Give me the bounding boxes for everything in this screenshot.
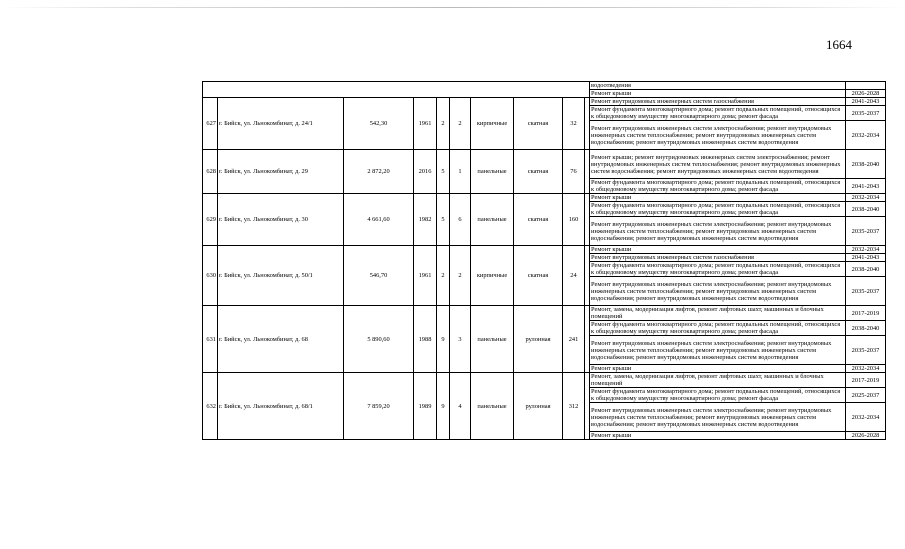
work-description: Ремонт фундамента многоквартирного дома; ремонт подвальных помещений, относящихся к общедомовому имуществу многоквартирного дома; ремонт фасада: [590, 262, 846, 277]
roof-type: рулонная: [514, 373, 563, 440]
work-period: 2038-2040: [846, 262, 886, 277]
floors-count: 2: [437, 246, 450, 306]
work-description: Ремонт внутридомовых инженерных систем газоснабжения: [590, 98, 846, 106]
residents-count: 160: [563, 194, 585, 246]
work-period: 2017-2019: [846, 373, 886, 388]
row-number: 630: [203, 246, 218, 306]
continuation-blank-cell: [203, 82, 590, 98]
work-period: 2032-2034: [846, 121, 886, 150]
residents-count: 24: [563, 246, 585, 306]
table-row: [203, 246, 886, 254]
work-description: Ремонт фундамента многоквартирного дома; ремонт подвальных помещений, относящихся к общедомовому имуществу многоквартирного дома; ремонт фасада: [590, 202, 846, 217]
total-area: 5 890,60: [344, 306, 414, 373]
wall-material: кирпичные: [471, 98, 514, 150]
floors-count: 9: [437, 373, 450, 440]
work-period: 2041-2043: [846, 98, 886, 106]
residents-count: 241: [563, 306, 585, 373]
residents-count: 312: [563, 373, 585, 440]
row-number: 629: [203, 194, 218, 246]
work-period: 2035-2037: [846, 106, 886, 121]
entrances-count: 2: [450, 98, 471, 150]
building-address: г. Бийск, ул. Льнокомбинат, д. 50/1: [218, 246, 344, 306]
work-description: Ремонт, замена, модернизация лифтов, ремонт лифтовых шахт, машинных и блочных помещений: [590, 306, 846, 321]
work-period: 2035-2037: [846, 336, 886, 365]
work-description: Ремонт крыши: [590, 365, 846, 373]
row-number: 627: [203, 98, 218, 150]
work-period: 2026-2028: [846, 432, 886, 440]
table-row: [203, 194, 886, 202]
total-area: 2 872,20: [344, 150, 414, 194]
work-description: Ремонт внутридомовых инженерных систем электроснабжения; ремонт внутридомовых инженерных систем теплоснабжения; ремонт внутридомовых инженерных систем водоснабжения; ремонт внутридомовых инженерных систем водоотведения: [590, 336, 846, 365]
work-period: 2032-2034: [846, 194, 886, 202]
year-built: 1988: [414, 306, 437, 373]
work-period: 2038-2040: [846, 321, 886, 336]
work-description: Ремонт крыши: [590, 432, 846, 440]
work-period: 2041-2043: [846, 254, 886, 262]
wall-material: панельные: [471, 306, 514, 373]
residents-count: 76: [563, 150, 585, 194]
year-built: 1989: [414, 373, 437, 440]
entrances-count: 6: [450, 194, 471, 246]
row-number: 631: [203, 306, 218, 373]
building-address: г. Бийск, ул. Льнокомбинат, д. 68: [218, 306, 344, 373]
work-description: Ремонт внутридомовых инженерных систем газоснабжения: [590, 254, 846, 262]
row-number: 628: [203, 150, 218, 194]
year-built: 2016: [414, 150, 437, 194]
entrances-count: 4: [450, 373, 471, 440]
building-address: г. Бийск, ул. Льнокомбинат, д. 24/1: [218, 98, 344, 150]
year-built: 1961: [414, 98, 437, 150]
wall-material: кирпичные: [471, 246, 514, 306]
wall-material: панельные: [471, 150, 514, 194]
roof-type: рулонная: [514, 306, 563, 373]
work-description: Ремонт крыши: [590, 90, 846, 98]
work-description: Ремонт крыши; ремонт внутридомовых инженерных систем электроснабжения; ремонт внутридомовых инженерных систем теплоснабжения; ремонт внутридомовых инженерных систем водоснабжения; ремонт внутридомовых инженерных систем водоотведения: [590, 150, 846, 179]
work-description: Ремонт внутридомовых инженерных систем электроснабжения; ремонт внутридомовых инженерных систем теплоснабжения; ремонт внутридомовых инженерных систем водоснабжения; ремонт внутридомовых инженерных систем водоотведения: [590, 277, 846, 306]
work-description: Ремонт внутридомовых инженерных систем электроснабжения; ремонт внутридомовых инженерных систем теплоснабжения; ремонт внутридомовых инженерных систем водоснабжения; ремонт внутридомовых инженерных систем водоотведения: [590, 403, 846, 432]
work-description: Ремонт фундамента многоквартирного дома; ремонт подвальных помещений, относящихся к общедомовому имуществу многоквартирного дома; ремонт фасада: [590, 106, 846, 121]
capital-repair-table: [202, 81, 886, 440]
building-address: г. Бийск, ул. Льнокомбинат, д. 68/1: [218, 373, 344, 440]
roof-type: скатная: [514, 246, 563, 306]
table-row: [203, 98, 886, 106]
wall-material: панельные: [471, 194, 514, 246]
roof-type: скатная: [514, 194, 563, 246]
roof-type: скатная: [514, 98, 563, 150]
work-description: Ремонт внутридомовых инженерных систем электроснабжения; ремонт внутридомовых инженерных систем теплоснабжения; ремонт внутридомовых инженерных систем водоснабжения; ремонт внутридомовых инженерных систем водоотведения: [590, 121, 846, 150]
building-address: г. Бийск, ул. Льнокомбинат, д. 30: [218, 194, 344, 246]
work-description: Ремонт, замена, модернизация лифтов, ремонт лифтовых шахт, машинных и блочных помещений: [590, 373, 846, 388]
work-description: водоотведения: [590, 82, 846, 90]
work-period: 2035-2037: [846, 217, 886, 246]
work-description: Ремонт внутридомовых инженерных систем электроснабжения; ремонт внутридомовых инженерных систем теплоснабжения; ремонт внутридомовых инженерных систем водоснабжения; ремонт внутридомовых инженерных систем водоотведения: [590, 217, 846, 246]
work-description: Ремонт фундамента многоквартирного дома; ремонт подвальных помещений, относящихся к общедомовому имуществу многоквартирного дома; ремонт фасада: [590, 388, 846, 403]
floors-count: 2: [437, 98, 450, 150]
table-row: [203, 150, 886, 179]
work-period: 2017-2019: [846, 306, 886, 321]
work-period: [846, 82, 886, 90]
floors-count: 9: [437, 306, 450, 373]
table-row: [203, 306, 886, 321]
entrances-count: 1: [450, 150, 471, 194]
work-period: 2038-2040: [846, 150, 886, 179]
building-address: г. Бийск, ул. Льнокомбинат, д. 29: [218, 150, 344, 194]
entrances-count: 2: [450, 246, 471, 306]
work-description: Ремонт фундамента многоквартирного дома; ремонт подвальных помещений, относящихся к общедомовому имуществу многоквартирного дома; ремонт фасада: [590, 179, 846, 194]
work-period: 2032-2034: [846, 403, 886, 432]
work-period: 2035-2037: [846, 277, 886, 306]
work-period: 2026-2028: [846, 90, 886, 98]
work-description: Ремонт фундамента многоквартирного дома; ремонт подвальных помещений, относящихся к общедомовому имуществу многоквартирного дома; ремонт фасада: [590, 321, 846, 336]
wall-material: панельные: [471, 373, 514, 440]
total-area: 546,70: [344, 246, 414, 306]
work-period: 2041-2043: [846, 179, 886, 194]
total-area: 542,30: [344, 98, 414, 150]
year-built: 1982: [414, 194, 437, 246]
total-area: 7 859,20: [344, 373, 414, 440]
entrances-count: 3: [450, 306, 471, 373]
work-description: Ремонт крыши: [590, 194, 846, 202]
work-period: 2032-2034: [846, 365, 886, 373]
residents-count: 32: [563, 98, 585, 150]
table-body: [203, 82, 886, 440]
work-period: 2038-2040: [846, 202, 886, 217]
table-row: [203, 82, 886, 90]
floors-count: 5: [437, 150, 450, 194]
work-period: 2032-2034: [846, 246, 886, 254]
row-number: 632: [203, 373, 218, 440]
roof-type: скатная: [514, 150, 563, 194]
work-period: 2025-2037: [846, 388, 886, 403]
work-description: Ремонт крыши: [590, 246, 846, 254]
page-number: 1664: [826, 37, 852, 52]
floors-count: 5: [437, 194, 450, 246]
scan-top-edge: [0, 7, 905, 8]
table-row: [203, 373, 886, 388]
year-built: 1961: [414, 246, 437, 306]
total-area: 4 661,60: [344, 194, 414, 246]
